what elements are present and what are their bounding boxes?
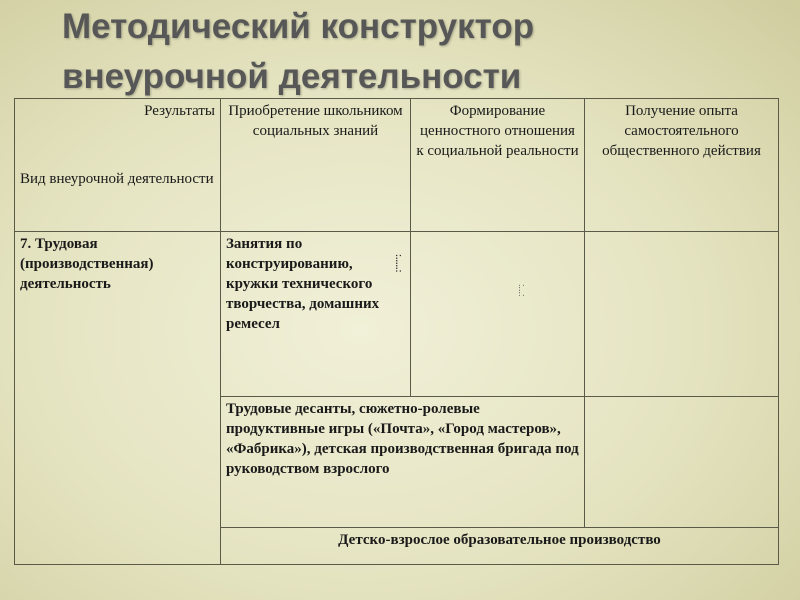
level2-dots: :...: <box>517 283 527 297</box>
results-label: Результаты <box>144 103 215 119</box>
header-row <box>15 99 779 232</box>
level2-empty-cell <box>411 231 585 396</box>
level1-text: Занятия по конструированию, кружки технического творчества, домашних ремесел <box>226 235 380 332</box>
level1-cell <box>221 231 411 396</box>
activity-cell: 7. Трудовая (производственная) деятельность <box>15 231 221 564</box>
level3-empty-cell <box>585 231 779 396</box>
level2-right-empty-cell <box>585 396 779 527</box>
slide-title <box>62 2 782 102</box>
level2-cell: Трудовые десанты, сюжетно-ролевые продуктивные игры («Почта», «Город мастеров», «Фабрика»), детская производственная бригада под руководством взрослого <box>221 396 585 527</box>
header-col-social-action: Получение опыта самостоятельного общественного действия <box>585 99 779 232</box>
title-line-2: внеурочной деятельности <box>62 57 522 96</box>
header-col-value-attitude: Формирование ценностного отношения к социальной реальности <box>411 99 585 232</box>
level1-dots: :.....: <box>394 253 404 273</box>
activity-type-label: Вид внеурочной деятельности <box>20 171 214 187</box>
level3-cell: Детско-взрослое образовательное производство <box>221 527 779 564</box>
title-line-1: Методический конструктор <box>62 7 535 46</box>
table-row <box>15 231 779 396</box>
header-corner-cell <box>15 99 221 232</box>
header-col-social-knowledge: Приобретение школьником социальных знаний <box>221 99 411 232</box>
constructor-table <box>14 98 779 565</box>
